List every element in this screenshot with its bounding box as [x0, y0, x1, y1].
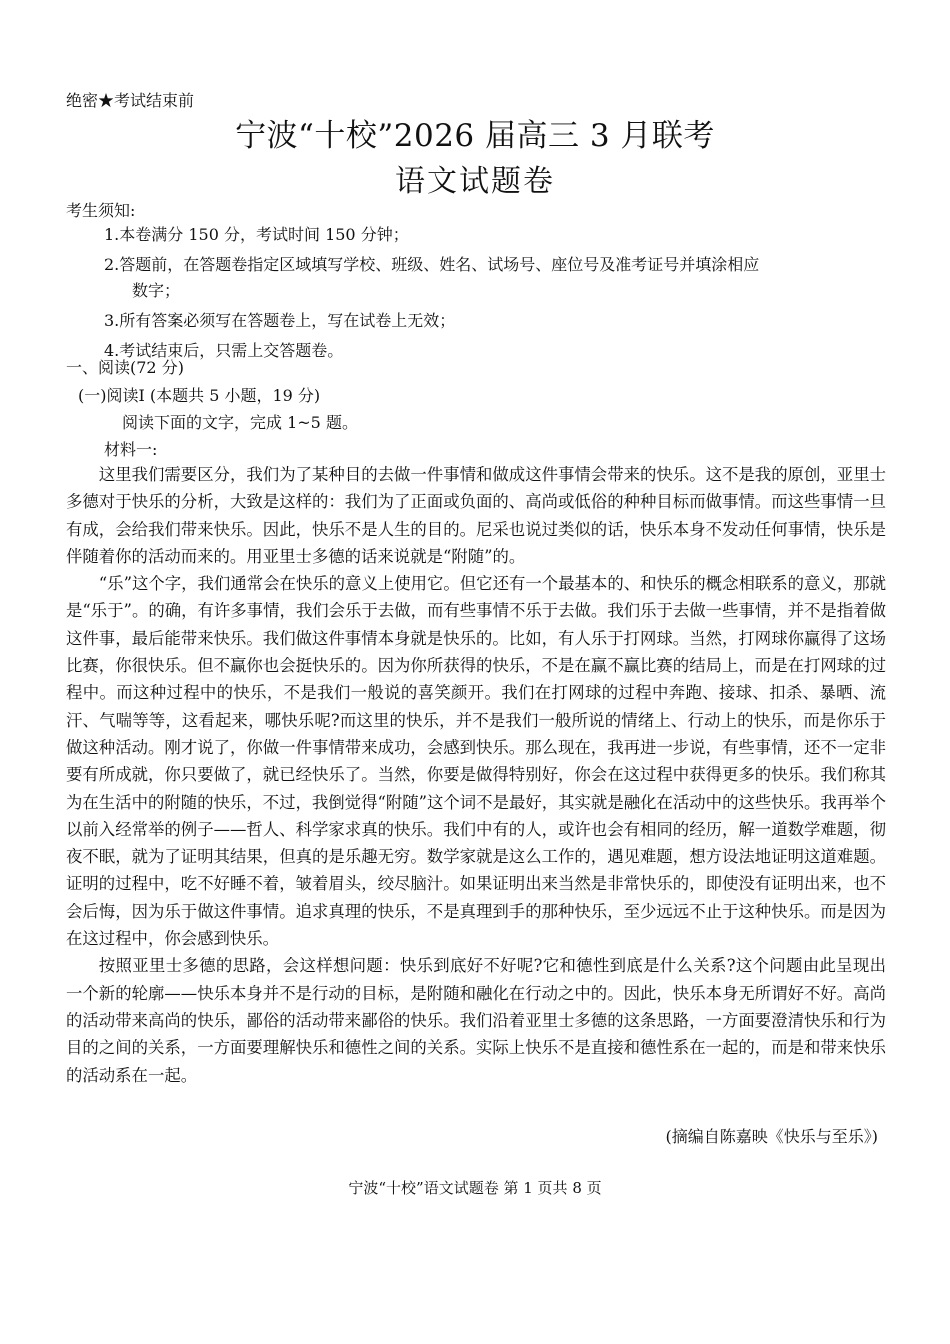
exam-title: 宁波“十校”2026 届高三 3 月联考	[235, 118, 715, 154]
notice-item: 2.答题前，在答题卷指定区域填写学校、班级、姓名、试场号、座位号及准考证号并填涂相应	[104, 255, 760, 274]
material-paragraph: 按照亚里士多德的思路，会这样想问题：快乐到底好不好呢?它和德性到底是什么关系?这个问题由此呈现出一个新的轮廓——快乐本身并不是行动的目标，是附随和融化在行动之中的。因此，快乐本身无所谓好不好。高尚的活动带来高尚的快乐，鄙俗的活动带来鄙俗的快乐。我们沿着亚里士多德的这条思路，一方面要澄清快乐和行为目的之间的关系，一方面要理解快乐和德性之间的关系。实际上快乐不是直接和德性系在一起的，而是和带来快乐的活动系在一起。	[66, 956, 886, 1085]
exam-subtitle: 语文试题卷	[395, 164, 555, 199]
section-heading: 一、阅读(72 分)	[66, 358, 184, 377]
material-label: 材料一:	[104, 440, 158, 459]
notice-heading: 考生须知:	[66, 201, 136, 220]
subsection-heading: (一)阅读Ⅰ (本题共 5 小题，19 分)	[78, 386, 321, 405]
notice-item: 4.考试结束后，只需上交答题卷。	[104, 341, 344, 360]
page-footer: 宁波“十校”语文试题卷 第 1 页共 8 页	[348, 1179, 602, 1197]
reading-instruction: 阅读下面的文字，完成 1~5 题。	[122, 413, 358, 432]
material-source: (摘编自陈嘉映《快乐与至乐》)	[665, 1127, 878, 1146]
notice-item: 1.本卷满分 150 分，考试时间 150 分钟；	[104, 225, 409, 244]
notice-list	[104, 222, 894, 368]
notice-item: 3.所有答案必须写在答题卷上，写在试卷上无效；	[104, 311, 456, 330]
material-text	[66, 461, 886, 1089]
material-paragraph: “乐”这个字，我们通常会在快乐的意义上使用它。但它还有一个最基本的、和快乐的概念相联系的意义，那就是“乐于”。的确，有许多事情，我们会乐于去做，而有些事情不乐于去做。我们乐于去做一些事情，并不是指着做这件事，最后能带来快乐。我们做这件事情本身就是快乐的。比如，有人乐于打网球。当然，打网球你赢得了这场比赛，你很快乐。但不赢你也会挺快乐的。因为你所获得的快乐，不是在赢不赢比赛的结局上，而是在打网球的过程中。而这种过程中的快乐，不是我们一般说的喜笑颜开。我们在打网球的过程中奔跑、接球、扣杀、暴晒、流汗、气喘等等，这看起来，哪快乐呢?而这里的快乐，并不是我们一般所说的情绪上、行动上的快乐，而是你乐于做这种活动。刚才说了，你做一件事情带来成功，会感到快乐。那么现在，我再进一步说，有些事情，还不一定非要有所成就，你只要做了，就已经快乐了。当然，你要是做得特别好，你会在这过程中获得更多的快乐。我们称其为在生活中的附随的快乐，不过，我倒觉得“附随”这个词不是最好，其实就是融化在活动中的这些快乐。我再举个以前入经常举的例子——哲人、科学家求真的快乐。我们中有的人，或许也会有相同的经历，解一道数学难题，彻夜不眠，就为了证明其结果，但真的是乐趣无穷。数学家就是这么工作的，遇见难题，想方设法地证明这道难题。证明的过程中，吃不好睡不着，皱着眉头，绞尽脑汁。如果证明出来当然是非常快乐的，即使没有证明出来，也不会后悔，因为乐于做这件事情。追求真理的快乐，不是真理到手的那种快乐，至少远远不止于这种快乐。而是因为在这过程中，你会感到快乐。	[66, 574, 886, 949]
material-paragraph: 这里我们需要区分，我们为了某种目的去做一件事情和做成这件事情会带来的快乐。这不是我的原创，亚里士多德对于快乐的分析，大致是这样的：我们为了正面或负面的、高尚或低俗的种种目标而做事情。而这些事情一旦有成，会给我们带来快乐。因此，快乐不是人生的目的。尼采也说过类似的话，快乐本身不发动任何事情，快乐是伴随着你的活动而来的。用亚里士多德的话来说就是“附随”的。	[66, 465, 886, 566]
secret-mark: 绝密★考试结束前	[66, 91, 195, 110]
notice-item-continuation: 数字；	[132, 281, 181, 300]
